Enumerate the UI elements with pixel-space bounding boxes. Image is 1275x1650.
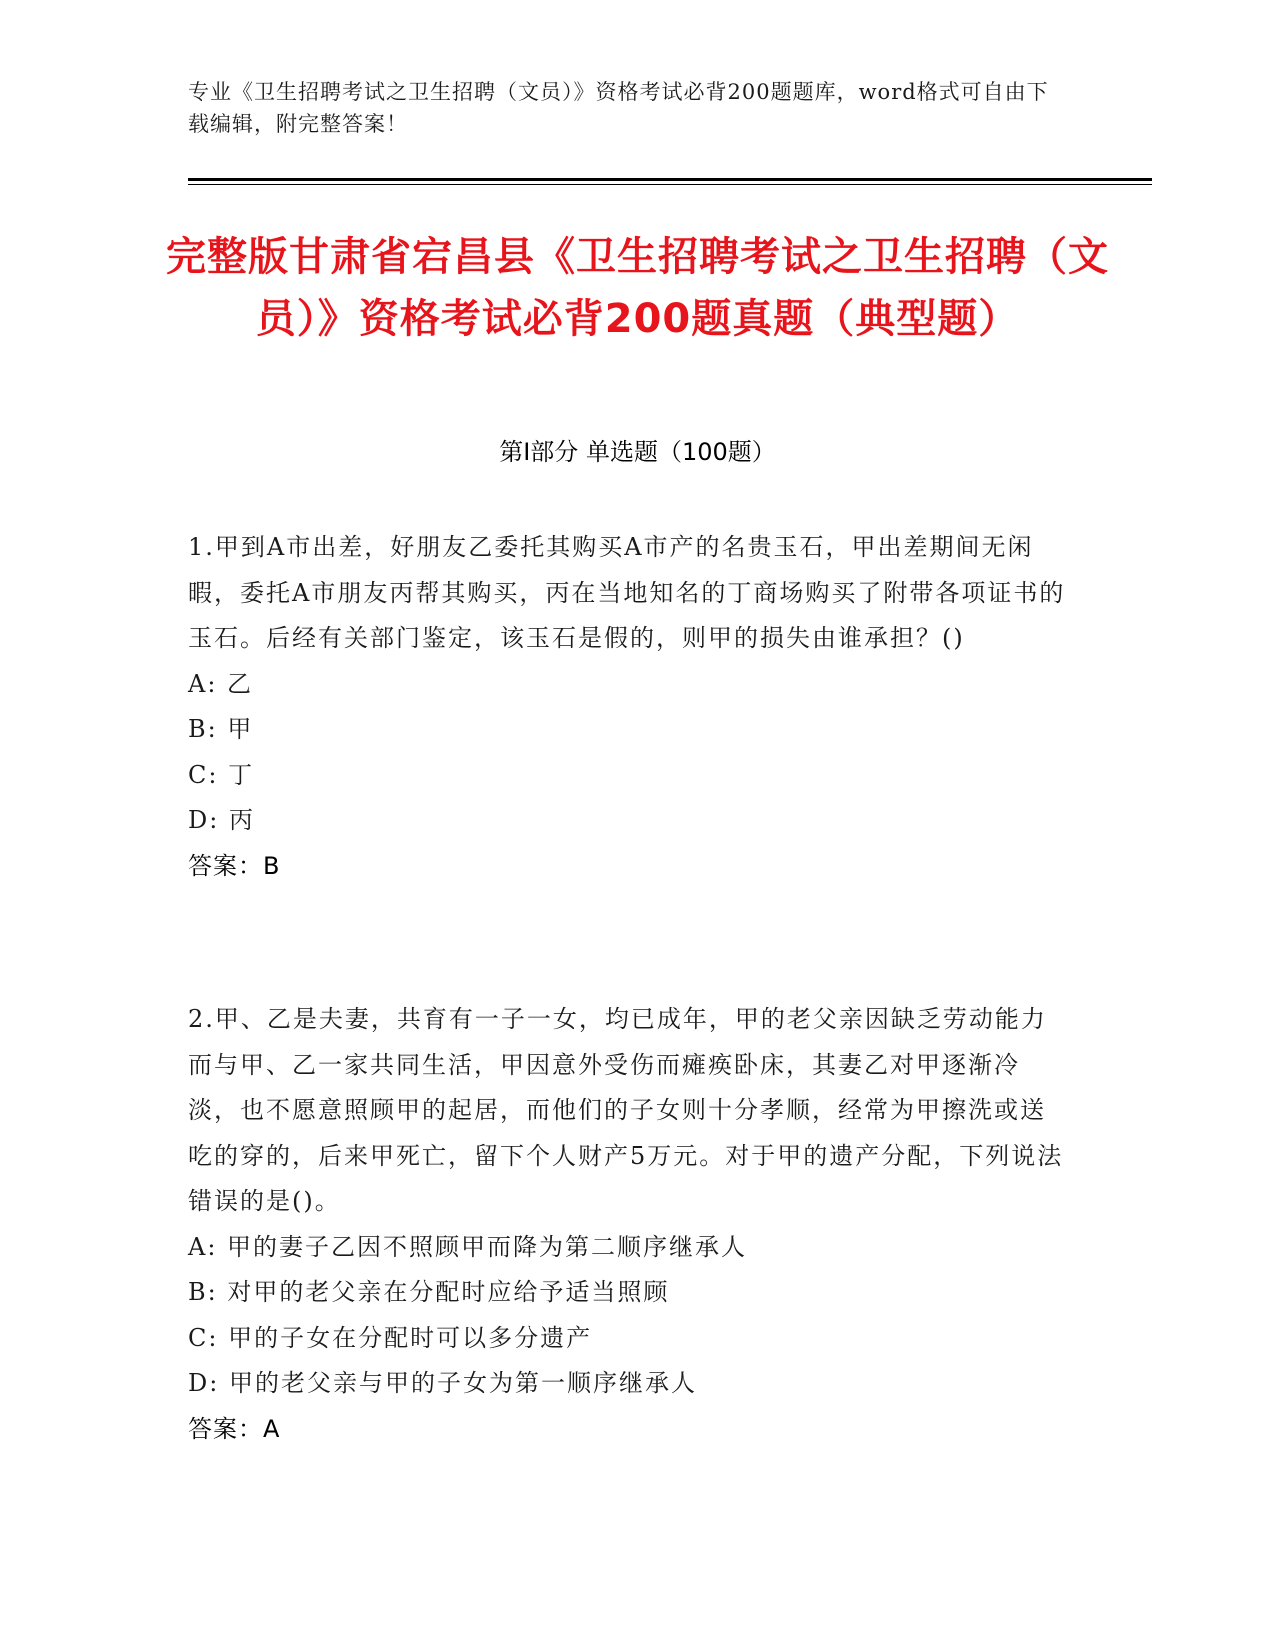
option-a: A: 甲的妻子乙因不照顾甲而降为第二顺序继承人 — [188, 1232, 748, 1261]
option-c: C: 甲的子女在分配时可以多分遗产 — [188, 1323, 593, 1352]
header-divider-thin — [188, 184, 1152, 185]
question-1 — [188, 525, 1068, 889]
option-d: D: 丙 — [188, 806, 255, 834]
option-d: D: 甲的老父亲与甲的子女为第一顺序继承人 — [188, 1369, 697, 1397]
answer: 答案：A — [188, 1414, 281, 1443]
option-a: A: 乙 — [188, 669, 254, 698]
option-c: C: 丁 — [188, 760, 255, 789]
question-2 — [188, 997, 1068, 1452]
question-stem: 1.甲到A市出差，好朋友乙委托其购买A市产的名贵玉石，甲出差期间无闲暇，委托A市朋友丙帮其购买，丙在当地知名的丁商场购买了附带各项证书的玉石。后经有关部门鉴定，该玉石是假的，则甲的损失由谁承担？() — [188, 533, 1066, 652]
header-divider-thick — [188, 178, 1152, 181]
section-title: 第Ⅰ部分 单选题（100题） — [499, 438, 776, 466]
answer: 答案：B — [188, 851, 281, 880]
option-b: B: 甲 — [188, 715, 254, 743]
option-b: B: 对甲的老父亲在分配时应给予适当照顾 — [188, 1278, 670, 1306]
header-note: 专业《卫生招聘考试之卫生招聘（文员）》资格考试必背200题题库，word格式可自由下载编辑，附完整答案！ — [188, 80, 1049, 136]
question-stem: 2.甲、乙是夫妻，共育有一子一女，均已成年，甲的老父亲因缺乏劳动能力而与甲、乙一家共同生活，甲因意外受伤而瘫痪卧床，其妻乙对甲逐渐冷淡，也不愿意照顾甲的起居，而他们的子女则十分孝顺，经常为甲擦洗或送吃的穿的，后来甲死亡，留下个人财产5万元。对于甲的遗产分配，下列说法错误的是()。 — [188, 1005, 1064, 1215]
document-title: 完整版甘肃省宕昌县《卫生招聘考试之卫生招聘（文员）》资格考试必背200题真题（典型题） — [166, 234, 1109, 342]
